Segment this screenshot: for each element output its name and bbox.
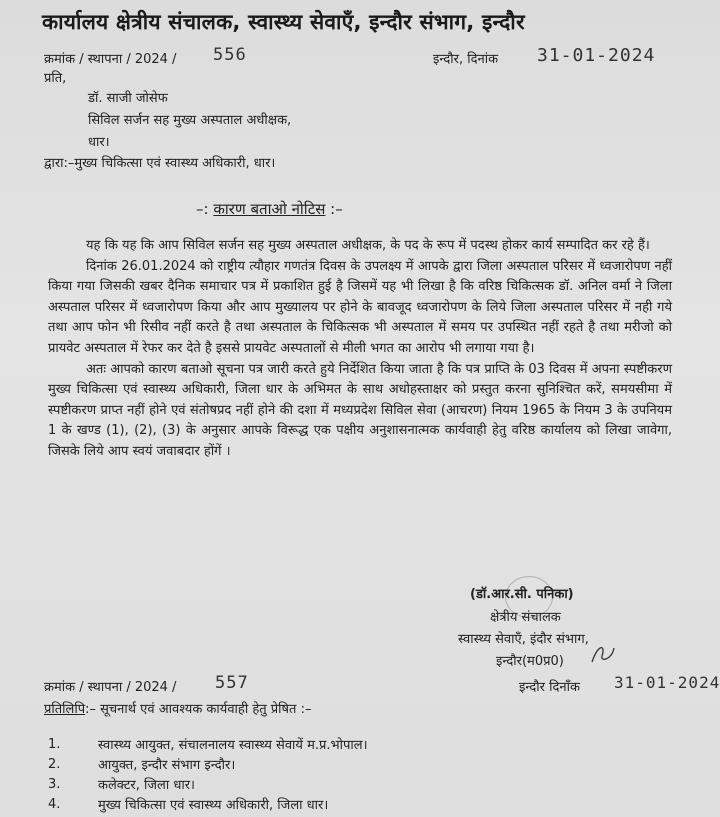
recipient-through: द्वारा:–मुख्य चिकित्सा एवं स्वास्थ्य अधिकारी, धार। <box>44 156 276 171</box>
list-item <box>48 774 368 794</box>
copy-list <box>48 734 368 814</box>
list-item-text: मुख्य चिकित्सा एवं स्वास्थ्य अधिकारी, जिला धार। <box>98 798 329 813</box>
reference2-label: क्रमांक / स्थापना / 2024 / <box>44 680 177 695</box>
copy-heading-line <box>44 699 311 717</box>
subject-suffix: :– <box>325 200 343 218</box>
list-item-number: 2. <box>48 756 61 772</box>
reference2-date-label: इन्दौर दिनाँक <box>519 680 580 695</box>
reference-number: 556 <box>213 45 247 65</box>
recipient-designation: सिविल सर्जन सह मुख्य अस्पताल अधीक्षक, <box>88 113 292 128</box>
recipient-name: डॉ. साजी जोसेफ <box>88 91 168 106</box>
letter-date: 31-01-2024 <box>537 45 656 66</box>
list-item-text: आयुक्त, इन्दौर संभाग इन्दौर। <box>98 758 236 773</box>
list-item-text: स्वास्थ्य आयुक्त, संचालनालय स्वास्थ्य सेवायें म.प्र.भोपाल। <box>98 738 368 753</box>
signatory-name: (डॉ.आर.सी. पनिका) <box>470 587 574 602</box>
list-item <box>48 754 368 774</box>
signatory-title: क्षेत्रीय संचालक <box>490 610 561 625</box>
list-item-number: 3. <box>48 776 61 792</box>
list-item <box>48 734 368 754</box>
subject-text: कारण बताओ नोटिस <box>213 200 326 218</box>
body-paragraph-1: यह कि यह कि आप सिविल सर्जन सह मुख्य अस्पताल अधीक्षक, के पद के रूप में पदस्थ होकर कार्य सम्पादित कर रहे हैं। <box>86 238 650 253</box>
recipient-place: धार। <box>88 135 110 150</box>
notice-subject <box>196 199 343 219</box>
signature-scribble <box>588 640 618 668</box>
list-item-number: 1. <box>48 736 61 752</box>
place-date-label: इन्दौर, दिनांक <box>433 52 499 67</box>
body-paragraph-2: दिनांक 26.01.2024 को राष्ट्रीय त्यौहार गणतंत्र दिवस के उपलक्ष्य में आपके द्वारा जिला अस्पताल परिसर में ध्वजारोपण नहीं किया गया जिसकी खबर दैनिक समाचार पत्र में प्रकाशित हुई है जिसमें यह भी लिखा है कि वरिष्ठ चिकित्सक डॉ. अनिल वर्मा ने जिला अस्पताल परिसर में ध्वजारोपण किया और आप मुख्यालय पर होने के बावजूद ध्वजारोपण के लिये जिला अस्पताल परिसर में नही गये तथा आप फोन भी रिसीव नहीं करते है तथा अस्पताल के चिकित्सक भी अस्पताल में समय पर उपस्थित नहीं रहते है तथा मरीजो को प्रायवेट अस्पताल में रेफर कर देते है इससे प्रायवेट अस्पतालों से मीली भगत का आरोप भी लगाया गया है। <box>48 258 672 356</box>
signatory-office: स्वास्थ्य सेवाएँ, इंदौर संभाग, <box>458 632 589 647</box>
signatory-place: इन्दौर(म0प्र0) <box>496 654 564 669</box>
reference-label: क्रमांक / स्थापना / 2024 / <box>44 52 177 67</box>
copy-text: :– सूचनार्थ एवं आवश्यक कार्यवाही हेतु प्रेषित :– <box>85 702 312 717</box>
reference2-date: 31-01-2024 <box>614 673 720 692</box>
notice-body <box>48 236 672 463</box>
list-item-text: कलेक्टर, जिला धार। <box>98 778 195 793</box>
list-item-number: 4. <box>48 796 61 812</box>
body-paragraph-3: अतः आपको कारण बताओ सूचना पत्र जारी करते हुये निर्देशित किया जाता है कि पत्र प्राप्ति के 03 दिवस में अपना स्पष्टीकरण मुख्य चिकित्सा एवं स्वास्थ्य अधिकारी, जिला धार के अभिमत के साथ अधोहस्ताक्षर को प्रस्तुत करना सुनिश्चित करें, समयसीमा में स्पष्टीकरण प्राप्त नहीं होने एवं संतोषप्रद नहीं होने की दशा में मध्यप्रदेश सिविल सेवा (आचरण) नियम 1965 के नियम 3 के उपनियम 1 के खण्ड (1), (2), (3) के अनुसार आपके विरूद्ध एक पक्षीय अनुशासनात्मक कार्यवाही हेतु वरिष्ठ कार्यालय को लिखा जावेगा, जिसके लिये आप स्वयं जवाबदार होंगें । <box>48 361 672 459</box>
office-title: कार्यालय क्षेत्रीय संचालक, स्वास्थ्य सेवाएँ, इन्दौर संभाग, इन्दौर <box>42 10 525 34</box>
reference2-number: 557 <box>215 673 249 693</box>
subject-prefix: –: <box>196 200 214 218</box>
copy-heading: प्रतिलिपि <box>44 702 86 717</box>
recipient-prefix: प्रति, <box>44 71 67 86</box>
list-item <box>48 794 368 814</box>
